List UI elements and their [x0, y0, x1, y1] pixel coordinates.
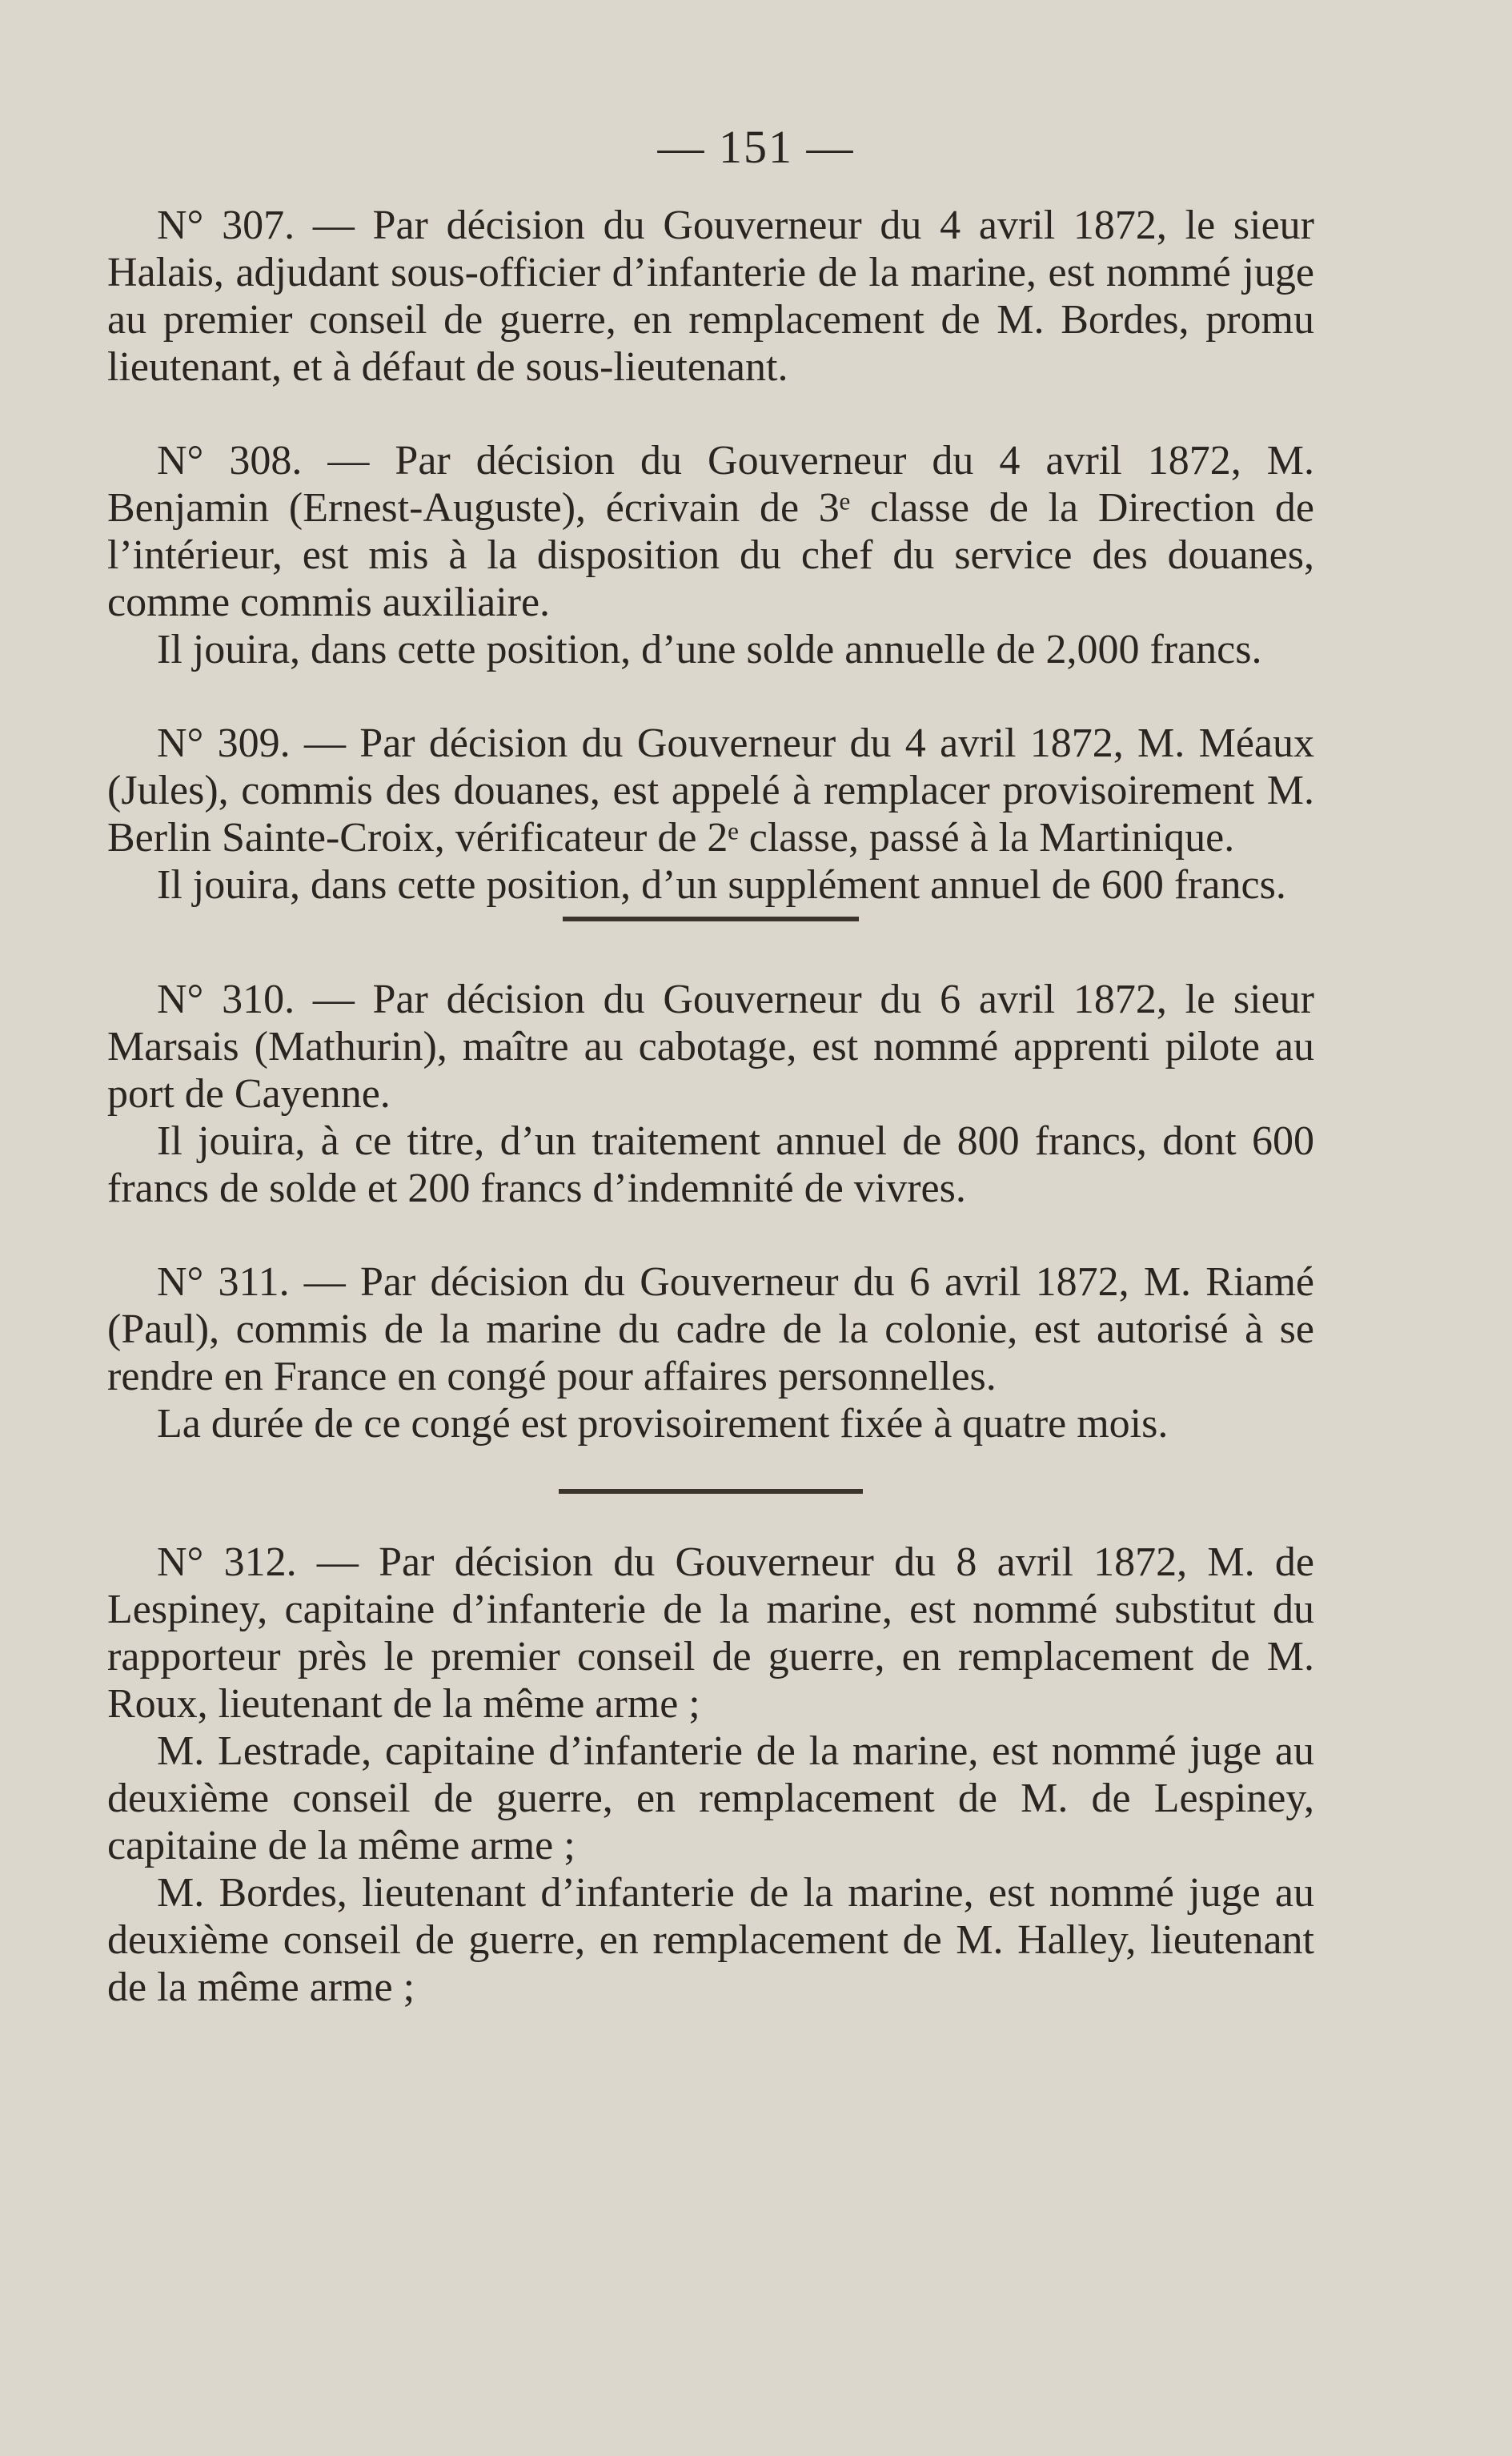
entry-paragraph: N° 310. — Par décision du Gouverneur du 6 avril 1872, le sieur Marsais (Mathurin), maître au cabotage, est nommé apprenti pilote au port de Cayenne. — [107, 977, 1314, 1117]
decision-entry-312 — [107, 1539, 1314, 2011]
document-body — [107, 202, 1314, 2011]
entry-paragraph: N° 309. — Par décision du Gouverneur du 4 avril 1872, M. Méaux (Jules), commis des douanes, est appelé à remplacer provisoirement M. Berlin Sainte-Croix, vérificateur de 2ᵉ classe, passé à la Martinique. — [107, 720, 1314, 861]
entry-paragraph: M. Lestrade, capitaine d’infanterie de la marine, est nommé juge au deuxième conseil de guerre, en remplacement de M. de Lespiney, capitaine de la même arme ; — [107, 1728, 1314, 1868]
decision-entry-311 — [107, 1258, 1314, 1447]
entry-paragraph: N° 308. — Par décision du Gouverneur du 4 avril 1872, M. Benjamin (Ernest-Auguste), écrivain de 3ᵉ classe de la Direction de l’intérieur, est mis à la disposition du chef du service des douanes, comme commis auxiliaire. — [107, 438, 1314, 625]
decision-entry-307 — [107, 202, 1314, 391]
entry-paragraph: La durée de ce congé est provisoirement fixée à quatre mois. — [157, 1401, 1169, 1447]
entry-paragraph: Il jouira, dans cette position, d’un supplément annuel de 600 francs. — [157, 862, 1286, 908]
entry-paragraph: N° 312. — Par décision du Gouverneur du 8 avril 1872, M. de Lespiney, capitaine d’infanterie de la marine, est nommé substitut du rapporteur près le premier conseil de guerre, en remplacement de M. Roux, lieutenant de la même arme ; — [107, 1539, 1314, 1727]
decision-entry-308 — [107, 437, 1314, 673]
decision-entry-310 — [107, 976, 1314, 1212]
entry-paragraph: N° 311. — Par décision du Gouverneur du 6 avril 1872, M. Riamé (Paul), commis de la marine du cadre de la colonie, est autorisé à se rendre en France en congé pour affaires personnelles. — [107, 1259, 1314, 1399]
entry-paragraph: M. Bordes, lieutenant d’infanterie de la marine, est nommé juge au deuxième conseil de guerre, en remplacement de M. Halley, lieutenant de la même arme ; — [107, 1870, 1314, 2010]
section-divider — [559, 1489, 863, 1494]
entry-paragraph: Il jouira, dans cette position, d’une solde annuelle de 2,000 francs. — [157, 627, 1262, 672]
decision-entry-309 — [107, 720, 1314, 909]
entry-paragraph: Il jouira, à ce titre, d’un traitement annuel de 800 francs, dont 600 francs de solde et 200 francs d’indemnité de vivres. — [107, 1118, 1314, 1211]
entry-paragraph: N° 307. — Par décision du Gouverneur du 4 avril 1872, le sieur Halais, adjudant sous-officier d’infanterie de la marine, est nommé juge au premier conseil de guerre, en remplacement de M. Bordes, promu lieutenant, et à défaut de sous-lieutenant. — [107, 203, 1314, 390]
page-number: — 151 — — [657, 121, 855, 173]
section-divider — [563, 917, 859, 921]
